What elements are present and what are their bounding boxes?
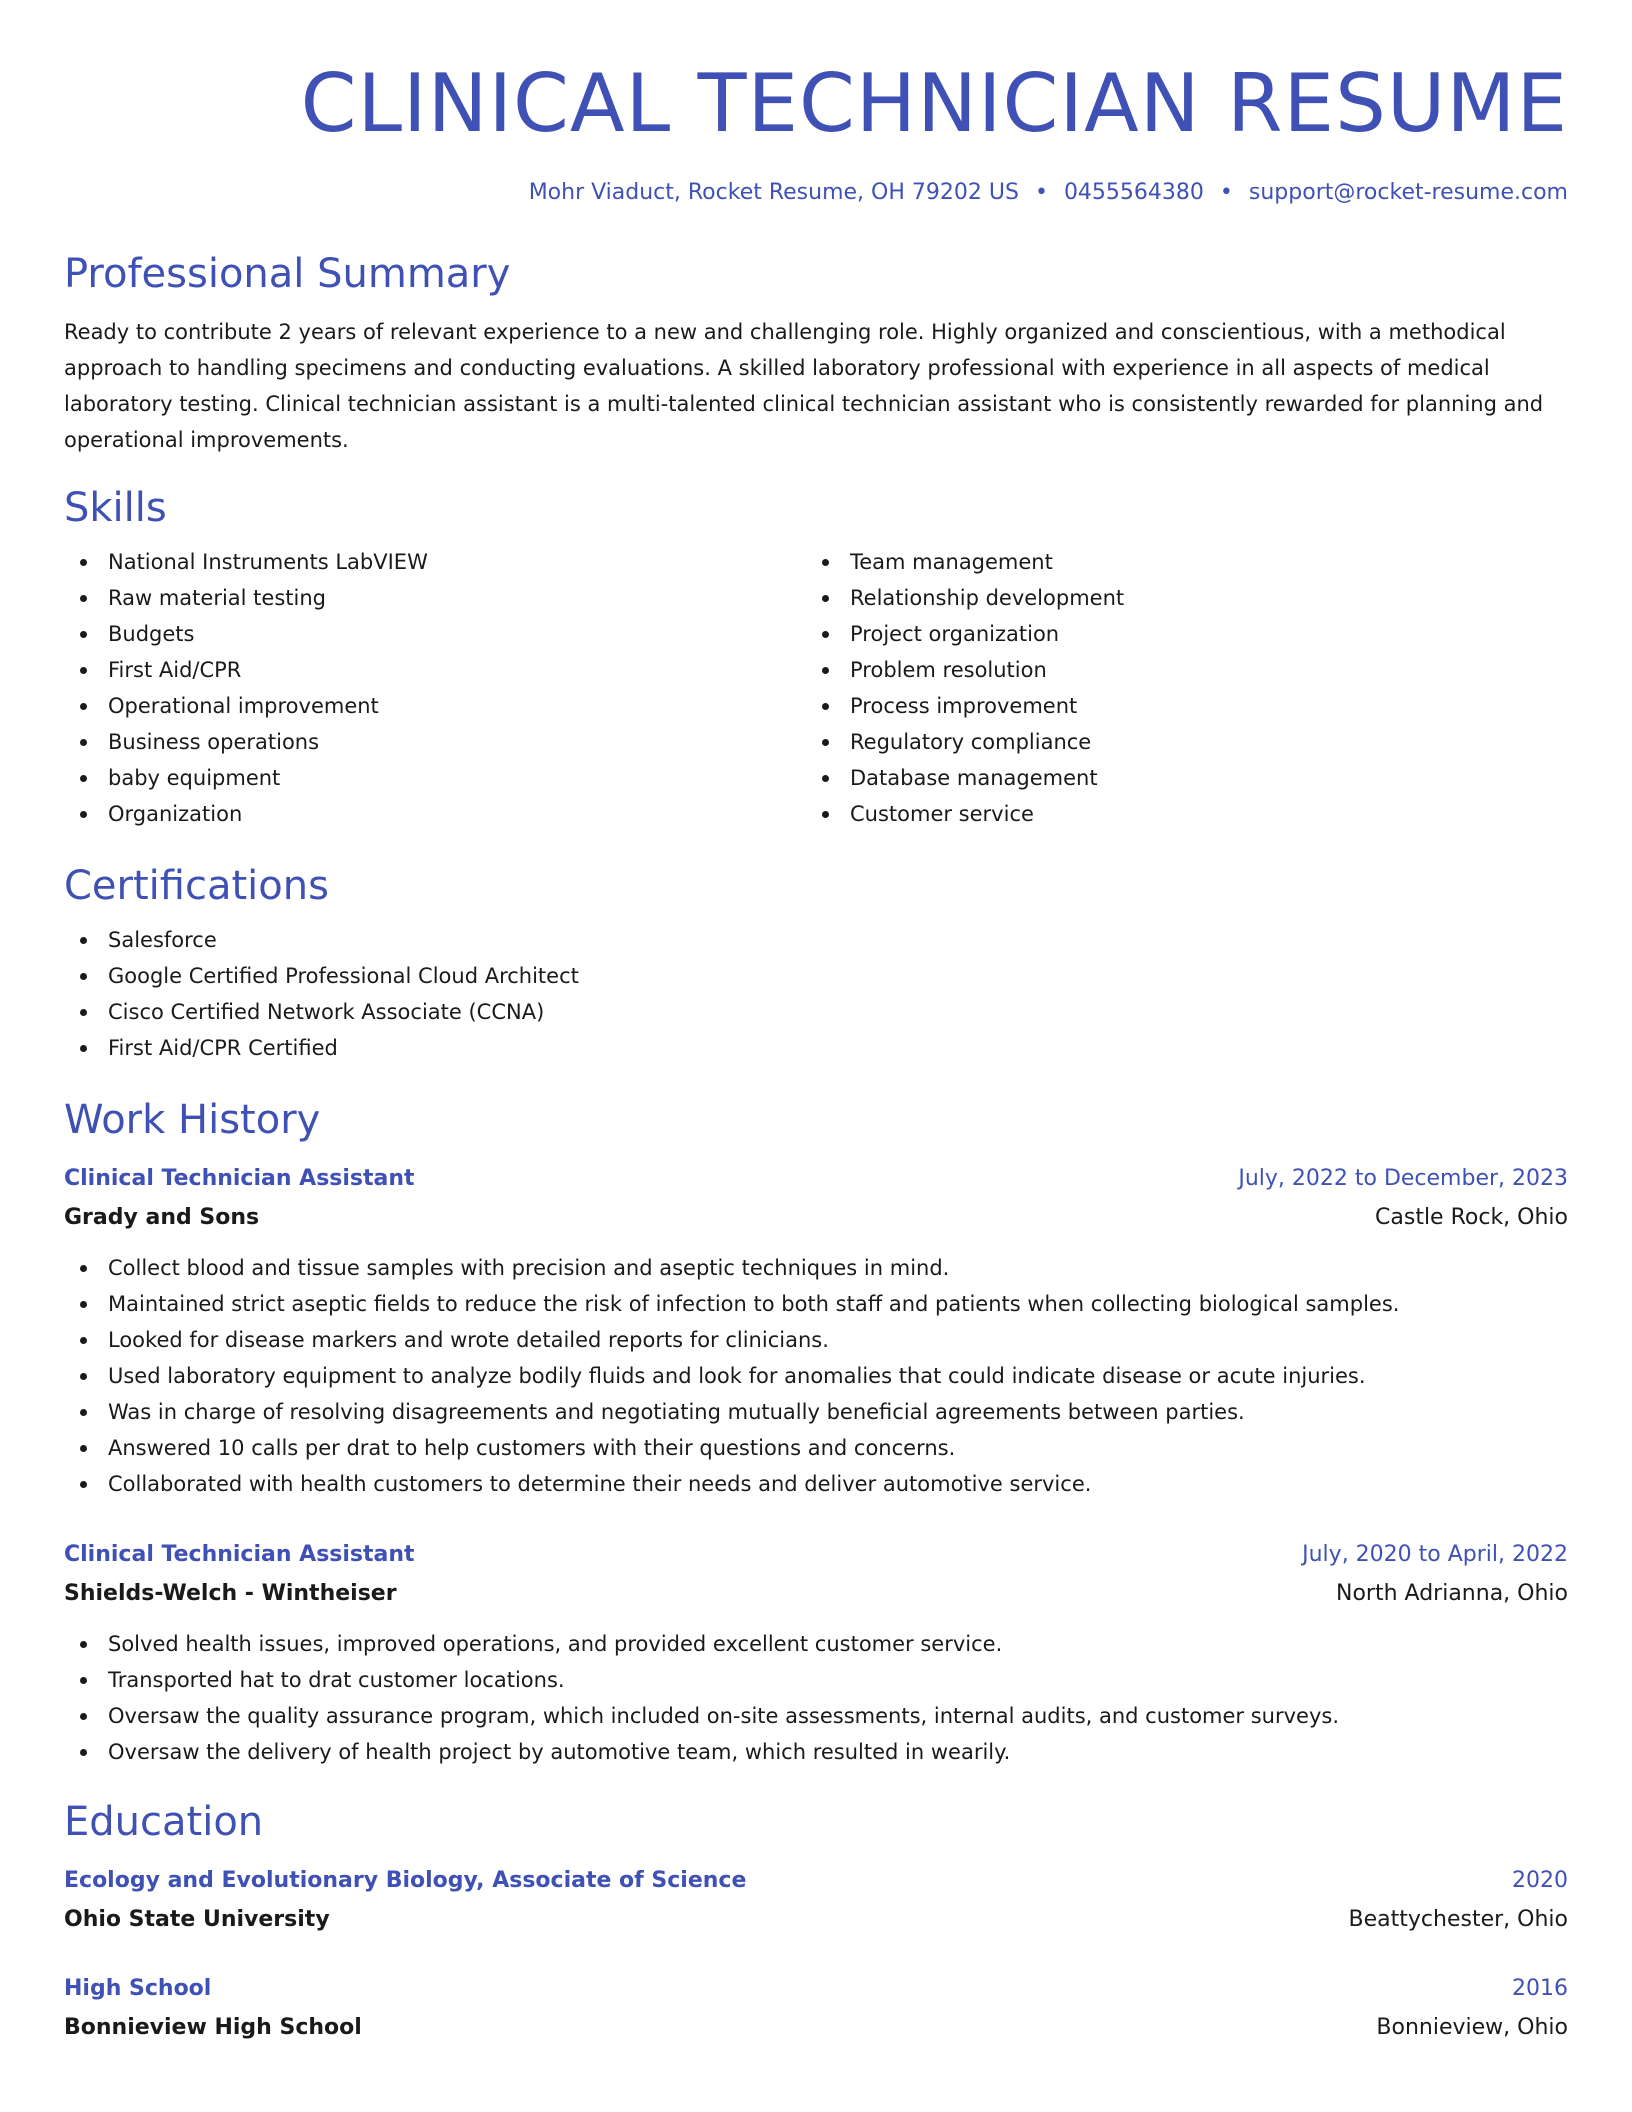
education-entry <box>64 1862 1568 1940</box>
job-location: Castle Rock, Ohio <box>1375 1205 1568 1230</box>
bullet-icon <box>80 739 87 746</box>
contact-address: Mohr Viaduct, Rocket Resume, OH 79202 US <box>528 180 1019 205</box>
job-duty <box>64 1286 1568 1322</box>
job-duty <box>64 1322 1568 1358</box>
skill-label: baby equipment <box>108 766 281 790</box>
work-history-section <box>64 1094 1568 1770</box>
job-entry <box>64 1160 1568 1502</box>
education-heading: Education <box>64 1799 264 1845</box>
summary-text: Ready to contribute 2 years of relevant experience to a new and challenging role. Highly organized and conscientious, with a methodical approach to handling specimens and conducting evaluations. A skilled laboratory professional with experience in all aspects of medical laboratory testing. Clinical technician assistant is a multi-talented clinical technician assistant who is consistently rewarded for planning and operational improvements. <box>64 320 1544 452</box>
education-section <box>64 1796 1568 2048</box>
job-company-row <box>64 1198 1568 1238</box>
bullet-icon <box>80 703 87 710</box>
skill-item <box>806 724 1548 760</box>
skill-item <box>64 724 806 760</box>
bullet-icon <box>822 631 829 638</box>
skill-label: Problem resolution <box>850 658 1047 682</box>
contact-line <box>64 178 1568 208</box>
skill-label: Operational improvement <box>108 694 379 718</box>
bullet-icon <box>80 631 87 638</box>
skill-label: Regulatory compliance <box>850 730 1092 754</box>
skill-item <box>64 544 806 580</box>
skill-label: Customer service <box>850 802 1034 826</box>
education-year: 2016 <box>1512 1976 1568 2001</box>
certification-item <box>64 994 1568 1030</box>
job-duty-text: Collect blood and tissue samples with precision and aseptic techniques in mind. <box>108 1256 950 1280</box>
job-duty <box>64 1250 1568 1286</box>
resume-header <box>64 56 1568 208</box>
bullet-icon <box>822 739 829 746</box>
bullet-icon <box>822 703 829 710</box>
skill-item <box>64 688 806 724</box>
skills-heading: Skills <box>64 485 167 531</box>
job-duty-text: Oversaw the delivery of health project by automotive team, which resulted in wearily. <box>108 1740 1011 1764</box>
bullet-icon <box>80 1009 87 1016</box>
job-duty-text: Was in charge of resolving disagreements and negotiating mutually beneficial agreements between parties. <box>108 1400 1245 1424</box>
job-duty-text: Transported hat to drat customer locations. <box>108 1668 565 1692</box>
education-location: Beattychester, Ohio <box>1348 1907 1568 1932</box>
education-location: Bonnieview, Ohio <box>1376 2015 1568 2040</box>
skill-label: Team management <box>850 550 1053 574</box>
certifications-list <box>64 922 1568 1066</box>
skill-label: Organization <box>108 802 243 826</box>
bullet-icon <box>80 1749 87 1756</box>
bullet-icon <box>80 973 87 980</box>
skill-label: Raw material testing <box>108 586 326 610</box>
skill-label: Process improvement <box>850 694 1078 718</box>
skill-label: Database management <box>850 766 1098 790</box>
skill-label: Relationship development <box>850 586 1125 610</box>
education-school: Ohio State University <box>64 1907 330 1932</box>
skills-list-right <box>806 544 1548 832</box>
job-header-row <box>64 1536 1568 1574</box>
job-duty <box>64 1662 1568 1698</box>
job-dates: July, 2020 to April, 2022 <box>1302 1542 1568 1567</box>
certification-label: First Aid/CPR Certified <box>108 1036 338 1060</box>
certifications-heading: Certifications <box>64 863 329 909</box>
skill-item <box>806 544 1548 580</box>
skill-item <box>806 616 1548 652</box>
bullet-icon <box>80 1373 87 1380</box>
bullet-icon <box>80 559 87 566</box>
bullet-icon <box>822 811 829 818</box>
bullet-icon <box>822 667 829 674</box>
skills-list-left <box>64 544 806 832</box>
summary-heading: Professional Summary <box>64 251 511 297</box>
bullet-icon <box>80 1481 87 1488</box>
skill-label: National Instruments LabVIEW <box>108 550 428 574</box>
education-header-row <box>64 1970 1568 2008</box>
certification-item <box>64 1030 1568 1066</box>
certification-item <box>64 922 1568 958</box>
skill-item <box>806 580 1548 616</box>
education-degree: High School <box>64 1976 212 2001</box>
certifications-section <box>64 860 1568 1066</box>
job-entry <box>64 1536 1568 1770</box>
skill-label: Budgets <box>108 622 195 646</box>
bullet-icon <box>80 1677 87 1684</box>
job-dates: July, 2022 to December, 2023 <box>1238 1166 1568 1191</box>
bullet-icon <box>80 667 87 674</box>
bullet-icon <box>822 775 829 782</box>
education-degree: Ecology and Evolutionary Biology, Associate of Science <box>64 1868 747 1893</box>
bullet-icon <box>80 1301 87 1308</box>
job-title: Clinical Technician Assistant <box>64 1166 415 1191</box>
contact-email: support@rocket-resume.com <box>1248 180 1568 205</box>
skill-label: First Aid/CPR <box>108 658 242 682</box>
skill-item <box>64 652 806 688</box>
job-company: Shields-Welch - Wintheiser <box>64 1581 397 1606</box>
bullet-icon <box>80 937 87 944</box>
skill-item <box>806 688 1548 724</box>
job-duty <box>64 1358 1568 1394</box>
bullet-icon <box>822 559 829 566</box>
job-duty-text: Answered 10 calls per drat to help customers with their questions and concerns. <box>108 1436 956 1460</box>
skill-item <box>806 796 1548 832</box>
job-location: North Adrianna, Ohio <box>1336 1581 1568 1606</box>
skill-label: Business operations <box>108 730 320 754</box>
skill-item <box>64 580 806 616</box>
job-duty-text: Used laboratory equipment to analyze bodily fluids and look for anomalies that could indicate disease or acute injuries. <box>108 1364 1366 1388</box>
job-company: Grady and Sons <box>64 1205 260 1230</box>
job-header-row <box>64 1160 1568 1198</box>
summary-section <box>64 248 1568 458</box>
certification-label: Google Certified Professional Cloud Architect <box>108 964 579 988</box>
job-duty <box>64 1698 1568 1734</box>
education-header-row <box>64 1862 1568 1900</box>
job-duty <box>64 1394 1568 1430</box>
bullet-icon <box>80 1409 87 1416</box>
certification-label: Cisco Certified Network Associate (CCNA) <box>108 1000 545 1024</box>
skills-section <box>64 482 1568 832</box>
bullet-icon <box>80 1045 87 1052</box>
job-duty <box>64 1734 1568 1770</box>
job-duty-text: Oversaw the quality assurance program, which included on-site assessments, internal audits, and customer surveys. <box>108 1704 1340 1728</box>
bullet-icon <box>80 1641 87 1648</box>
education-school-row <box>64 2008 1568 2048</box>
work-history-heading: Work History <box>64 1097 321 1143</box>
skill-item <box>64 760 806 796</box>
skill-item <box>806 652 1548 688</box>
certification-item <box>64 958 1568 994</box>
resume-title: CLINICAL TECHNICIAN RESUME <box>300 57 1568 150</box>
education-year: 2020 <box>1512 1868 1568 1893</box>
bullet-icon <box>80 1713 87 1720</box>
job-title: Clinical Technician Assistant <box>64 1542 415 1567</box>
education-entry <box>64 1970 1568 2048</box>
skill-item <box>806 760 1548 796</box>
job-duty-text: Collaborated with health customers to determine their needs and deliver automotive service. <box>108 1472 1092 1496</box>
certification-label: Salesforce <box>108 928 217 952</box>
bullet-icon <box>80 1337 87 1344</box>
job-duty-text: Maintained strict aseptic fields to reduce the risk of infection to both staff and patients when collecting biological samples. <box>108 1292 1400 1316</box>
education-school: Bonnieview High School <box>64 2015 362 2040</box>
skill-label: Project organization <box>850 622 1060 646</box>
job-duty-text: Solved health issues, improved operations, and provided excellent customer service. <box>108 1632 1003 1656</box>
job-duties-list <box>64 1626 1568 1770</box>
job-duty <box>64 1430 1568 1466</box>
contact-separator: • <box>1034 180 1048 205</box>
bullet-icon <box>80 775 87 782</box>
education-school-row <box>64 1900 1568 1940</box>
bullet-icon <box>822 595 829 602</box>
contact-phone: 0455564380 <box>1063 180 1204 205</box>
job-duties-list <box>64 1250 1568 1502</box>
skill-item <box>64 796 806 832</box>
bullet-icon <box>80 595 87 602</box>
contact-separator: • <box>1219 180 1233 205</box>
job-company-row <box>64 1574 1568 1614</box>
bullet-icon <box>80 1445 87 1452</box>
job-duty-text: Looked for disease markers and wrote detailed reports for clinicians. <box>108 1328 829 1352</box>
bullet-icon <box>80 811 87 818</box>
job-duty <box>64 1466 1568 1502</box>
skill-item <box>64 616 806 652</box>
skills-columns <box>64 544 1568 832</box>
job-duty <box>64 1626 1568 1662</box>
bullet-icon <box>80 1265 87 1272</box>
